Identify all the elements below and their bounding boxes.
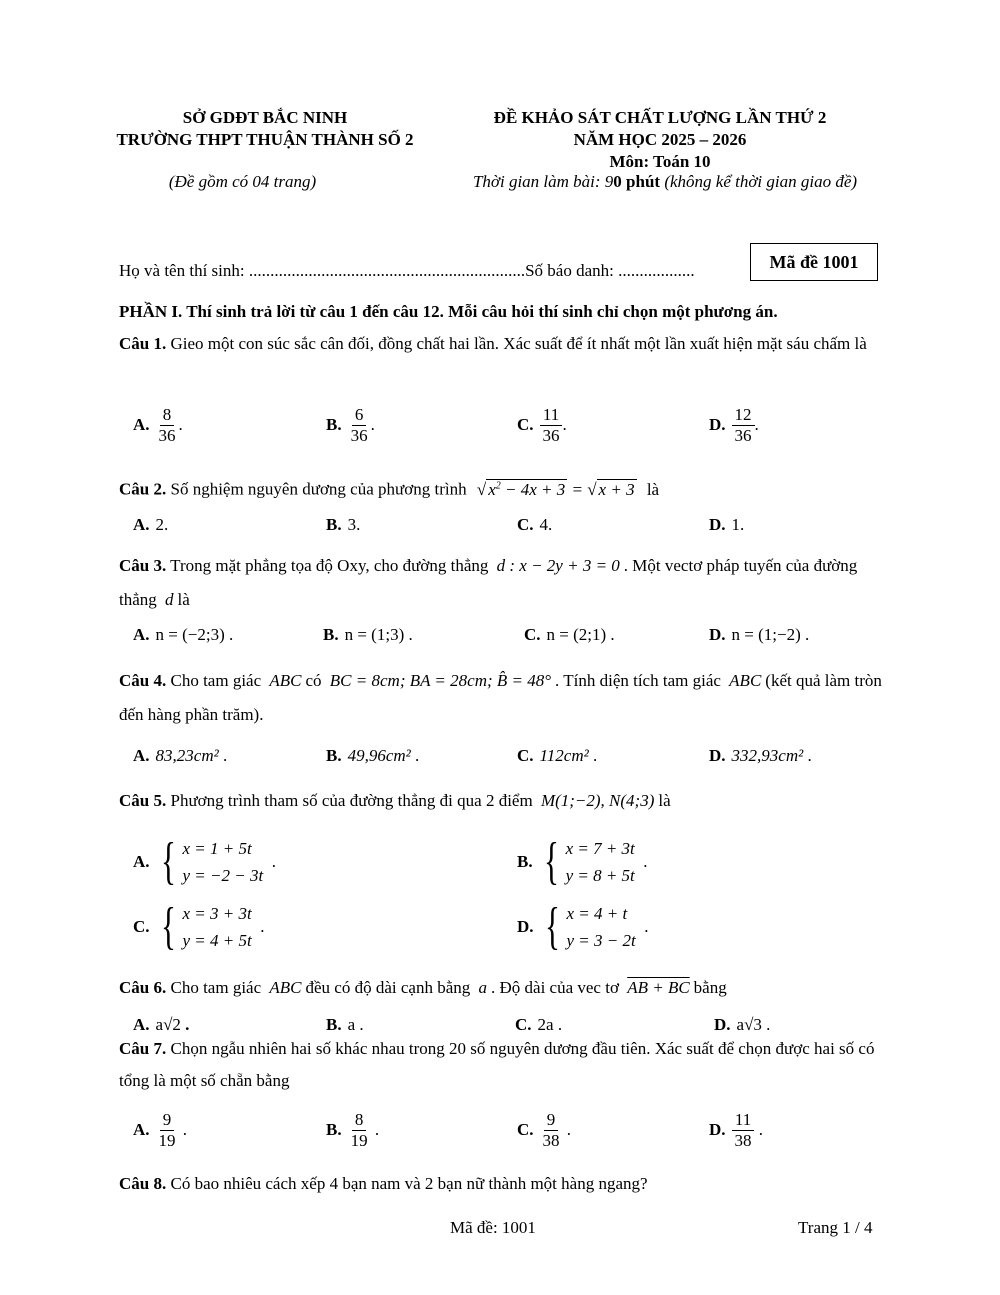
question-7: Câu 7. Chọn ngẫu nhiên hai số khác nhau trong 20 số nguyên dương đầu tiên. Xác suất để chọn được hai số có tổng là một số chẵn bằng — [119, 1039, 875, 1090]
q7-option-b[interactable]: B. $\frac{8}{19}$ . — [326, 1109, 380, 1150]
exam-header — [450, 107, 870, 173]
q7-option-d[interactable]: D. $\frac{11}{38}$ . — [709, 1109, 764, 1150]
q2-option-c[interactable]: C. 4. — [517, 515, 553, 534]
page-count-note: (Đề gồm có 04 trang) — [168, 172, 317, 191]
q6-option-a[interactable]: A. a√2 . — [133, 1015, 190, 1034]
question-8: Câu 8. Có bao nhiêu cách xếp 4 bạn nam và 2 bạn nữ thành một hàng ngang? — [119, 1174, 648, 1193]
q6-option-b[interactable]: B. a . — [326, 1015, 364, 1034]
q6-option-c[interactable]: C. 2a . — [515, 1015, 563, 1034]
question-6: Câu 6. Cho tam giác ABC đều có độ dài cạnh bằng a . Độ dài của vec tơ AB + BC bằng — [119, 978, 727, 997]
q6-option-d[interactable]: D. a√3 . — [714, 1015, 771, 1034]
q5-option-a[interactable]: A. { x = 1 + 5t y = −2 − 3t . — [133, 833, 276, 890]
q7-option-c[interactable]: C. $\frac{9}{38}$ . — [517, 1109, 572, 1150]
exam-code-box: Mã đề 1001 — [750, 243, 878, 281]
exam-title: ĐỀ KHẢO SÁT CHẤT LƯỢNG LẦN THỨ 2 — [493, 108, 827, 127]
footer-page-number: Trang 1 / 4 — [798, 1218, 873, 1237]
footer-exam-code: Mã đề: 1001 — [450, 1218, 536, 1237]
q2-option-b[interactable]: B. 3. — [326, 515, 361, 534]
school-header — [90, 107, 440, 151]
section-title: PHẦN I. Thí sinh trả lời từ câu 1 đến câu 12. Mỗi câu hỏi thí sinh chỉ chọn một phương án. — [119, 302, 778, 321]
q1-option-b[interactable]: B. $\frac{6}{36}$ . — [326, 404, 375, 445]
q5-option-d[interactable]: D. { x = 4 + t y = 3 − 2t . — [517, 898, 649, 955]
q4-option-b[interactable]: B. 49,96cm² . — [326, 746, 420, 765]
q1-option-c[interactable]: C. $\frac{11}{36}$ . — [517, 404, 567, 445]
q2-option-a[interactable]: A. 2. — [133, 515, 169, 534]
candidate-info-line: Họ và tên thí sinh: .................................................................Số báo danh: .................. — [119, 261, 695, 280]
q1-option-a[interactable]: A. $\frac{8}{36}$ . — [133, 404, 183, 445]
school-name: TRƯỜNG THPT THUẬN THÀNH SỐ 2 — [116, 130, 414, 149]
question-4: Câu 4. Cho tam giác ABC có BC = 8cm; BA = 28cm; B̂ = 48° . Tính diện tích tam giác ABC (kết quả làm tròn đến hàng phần trăm). — [119, 671, 882, 724]
question-2: Câu 2. Số nghiệm nguyên dương của phương trình √ $x^2 - 4x + 3$ = √ x + 3 là — [119, 479, 660, 499]
q5-option-b[interactable]: B. { x = 7 + 3t y = 8 + 5t . — [517, 833, 648, 890]
q3-option-c[interactable]: C. n = (2;1) . — [524, 625, 615, 644]
q4-option-a[interactable]: A. 83,23cm² . — [133, 746, 228, 765]
q3-option-d[interactable]: D. n = (1;−2) . — [709, 625, 810, 644]
q4-option-d[interactable]: D. 332,93cm² . — [709, 746, 812, 765]
school-year: NĂM HỌC 2025 – 2026 — [573, 130, 747, 149]
q7-option-a[interactable]: A. $\frac{9}{19}$ . — [133, 1109, 188, 1150]
q3-option-b[interactable]: B. n = (1;3) . — [323, 625, 413, 644]
q2-option-d[interactable]: D. 1. — [709, 515, 745, 534]
q5-option-c[interactable]: C. { x = 3 + 3t y = 4 + 5t . — [133, 898, 265, 955]
time-limit: Thời gian làm bài: 90 phút (không kể thời gian giao đề) — [472, 172, 858, 191]
department-name: SỞ GDĐT BẮC NINH — [182, 108, 348, 127]
subject: Môn: Toán 10 — [609, 152, 711, 171]
q1-option-d[interactable]: D. $\frac{12}{36}$ . — [709, 404, 759, 445]
question-3: Câu 3. Trong mặt phẳng tọa độ Oxy, cho đường thẳng d : x − 2y + 3 = 0 . Một vectơ pháp tuyến của đường thẳng d là — [119, 556, 858, 609]
question-1: Câu 1. Gieo một con súc sắc cân đối, đồng chất hai lần. Xác suất để ít nhất một lần xuất hiện mặt sáu chấm là — [119, 334, 867, 353]
q3-option-a[interactable]: A. n = (−2;3) . — [133, 625, 234, 644]
question-5: Câu 5. Phương trình tham số của đường thẳng đi qua 2 điểm M(1;−2), N(4;3) là — [119, 791, 671, 810]
q4-option-c[interactable]: C. 112cm² . — [517, 746, 598, 765]
